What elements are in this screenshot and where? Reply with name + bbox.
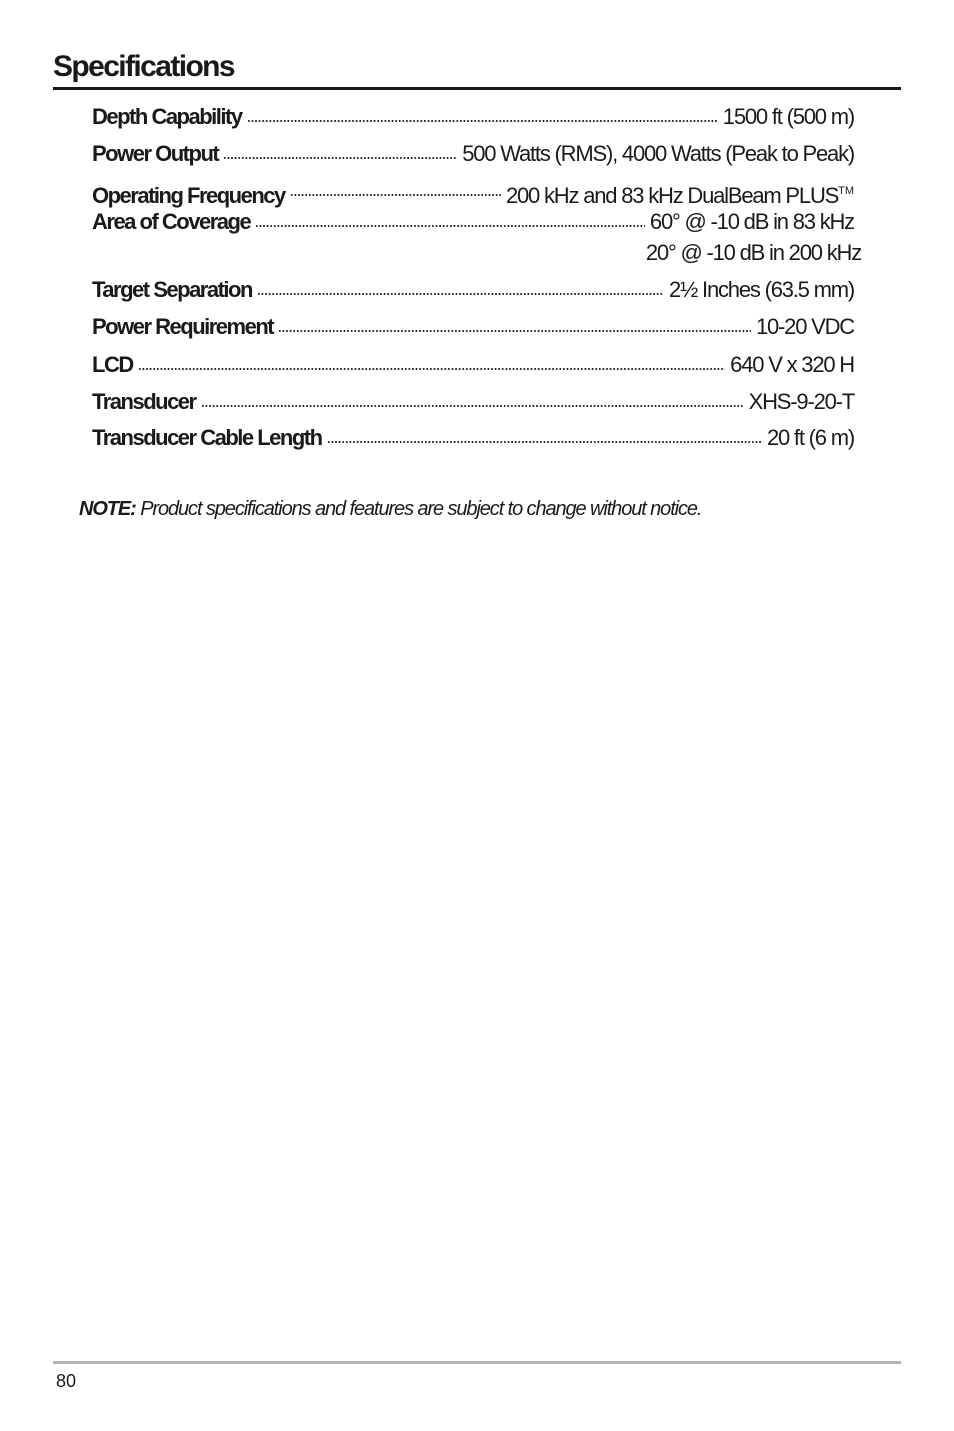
dot-leader: [278, 329, 751, 333]
spec-row-operating-frequency: [92, 176, 854, 206]
spec-label: Operating Frequency: [92, 183, 285, 208]
dot-leader: [327, 440, 762, 444]
spec-label: LCD: [92, 352, 133, 377]
page-title: Specifications: [53, 50, 234, 83]
spec-value: [506, 176, 854, 211]
spec-row-power-output: [92, 139, 854, 169]
spec-value: 60° @ -10 dB in 83 kHz: [649, 209, 854, 234]
spec-label: Target Separation: [92, 277, 252, 302]
spec-value: 640 V x 320 H: [730, 352, 854, 377]
spec-row-lcd: [92, 350, 854, 380]
spec-row-power-requirement: [92, 312, 854, 342]
spec-value-line2: 20° @ -10 dB in 200 kHz: [645, 240, 861, 265]
dot-leader: [201, 404, 744, 408]
spec-row-area-of-coverage: [92, 207, 854, 237]
dot-leader: [257, 292, 664, 296]
page-number: 80: [56, 1371, 77, 1391]
spec-value: 10-20 VDC: [755, 314, 854, 339]
dot-leader: [138, 367, 725, 371]
spec-row-transducer: [92, 387, 854, 417]
spec-row-target-separation: [92, 275, 854, 305]
spec-label: Transducer: [92, 389, 196, 414]
title-rule: [53, 87, 901, 90]
spec-label: Power Requirement: [92, 314, 274, 339]
spec-row-depth-capability: [92, 102, 854, 132]
note: [79, 494, 701, 524]
spec-value: 2½ Inches (63.5 mm): [668, 277, 854, 302]
spec-value: XHS-9-20-T: [748, 389, 854, 414]
trademark-mark: TM: [838, 185, 854, 197]
dot-leader: [247, 119, 718, 123]
dot-leader: [290, 193, 501, 197]
spec-label: Area of Coverage: [92, 209, 251, 234]
spec-label: Power Output: [92, 141, 219, 166]
spec-label: Depth Capability: [92, 104, 242, 129]
spec-value: 500 Watts (RMS), 4000 Watts (Peak to Peak): [462, 141, 854, 166]
spec-row-transducer-cable-length: [92, 423, 854, 453]
note-text: Product specifications and features are subject to change without notice.: [140, 498, 702, 520]
note-label: NOTE:: [79, 498, 136, 520]
footer-rule: [53, 1361, 901, 1364]
dot-leader: [223, 156, 457, 160]
spec-value-text: 200 kHz and 83 kHz DualBeam PLUS: [505, 183, 839, 208]
spec-value: 20 ft (6 m): [766, 425, 854, 450]
dot-leader: [255, 224, 645, 228]
spec-value: 1500 ft (500 m): [722, 104, 854, 129]
spec-label: Transducer Cable Length: [92, 425, 322, 450]
